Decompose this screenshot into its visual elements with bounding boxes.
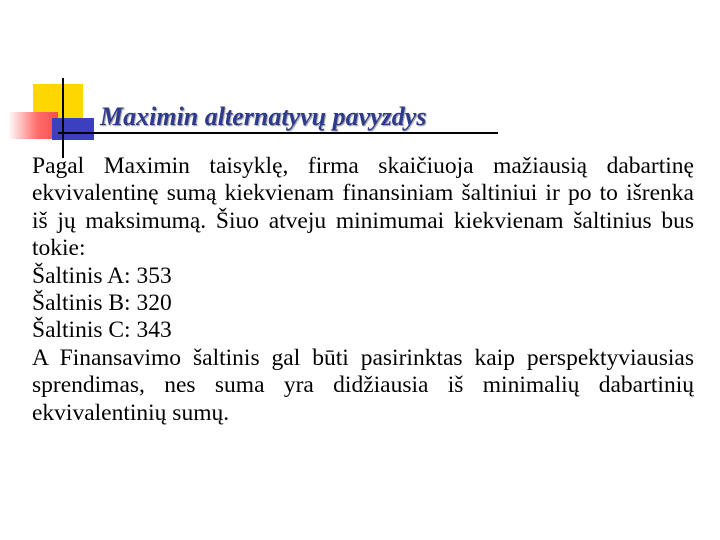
- decorative-blue-square: [52, 118, 94, 140]
- intro-paragraph: Pagal Maximin taisyklę, firma skaičiuoja mažiausią dabartinę ekvivalentinę sumą kiekvienam finansiniam šaltiniui ir po to išrenka iš jų maksimumą. Šiuo atveju minimumai kiekvienam šaltinius bus tokie:: [32, 153, 694, 262]
- decorative-red-bar: [8, 112, 58, 139]
- source-b-line: Šaltinis B: 320: [32, 290, 172, 317]
- decorative-vertical-line: [62, 78, 64, 158]
- title-underline: [58, 132, 498, 134]
- source-a-line: Šaltinis A: 353: [32, 262, 172, 289]
- conclusion-paragraph: A Finansavimo šaltinis gal būti pasirinktas kaip perspektyviausias sprendimas, nes suma yra didžiausia iš minimalių dabartinių ekvivalentinių sumų.: [32, 344, 694, 426]
- slide-title: Maximin alternatyvų pavyzdys: [100, 102, 427, 131]
- slide-body: [32, 153, 694, 427]
- source-c-line: Šaltinis C: 343: [32, 317, 172, 344]
